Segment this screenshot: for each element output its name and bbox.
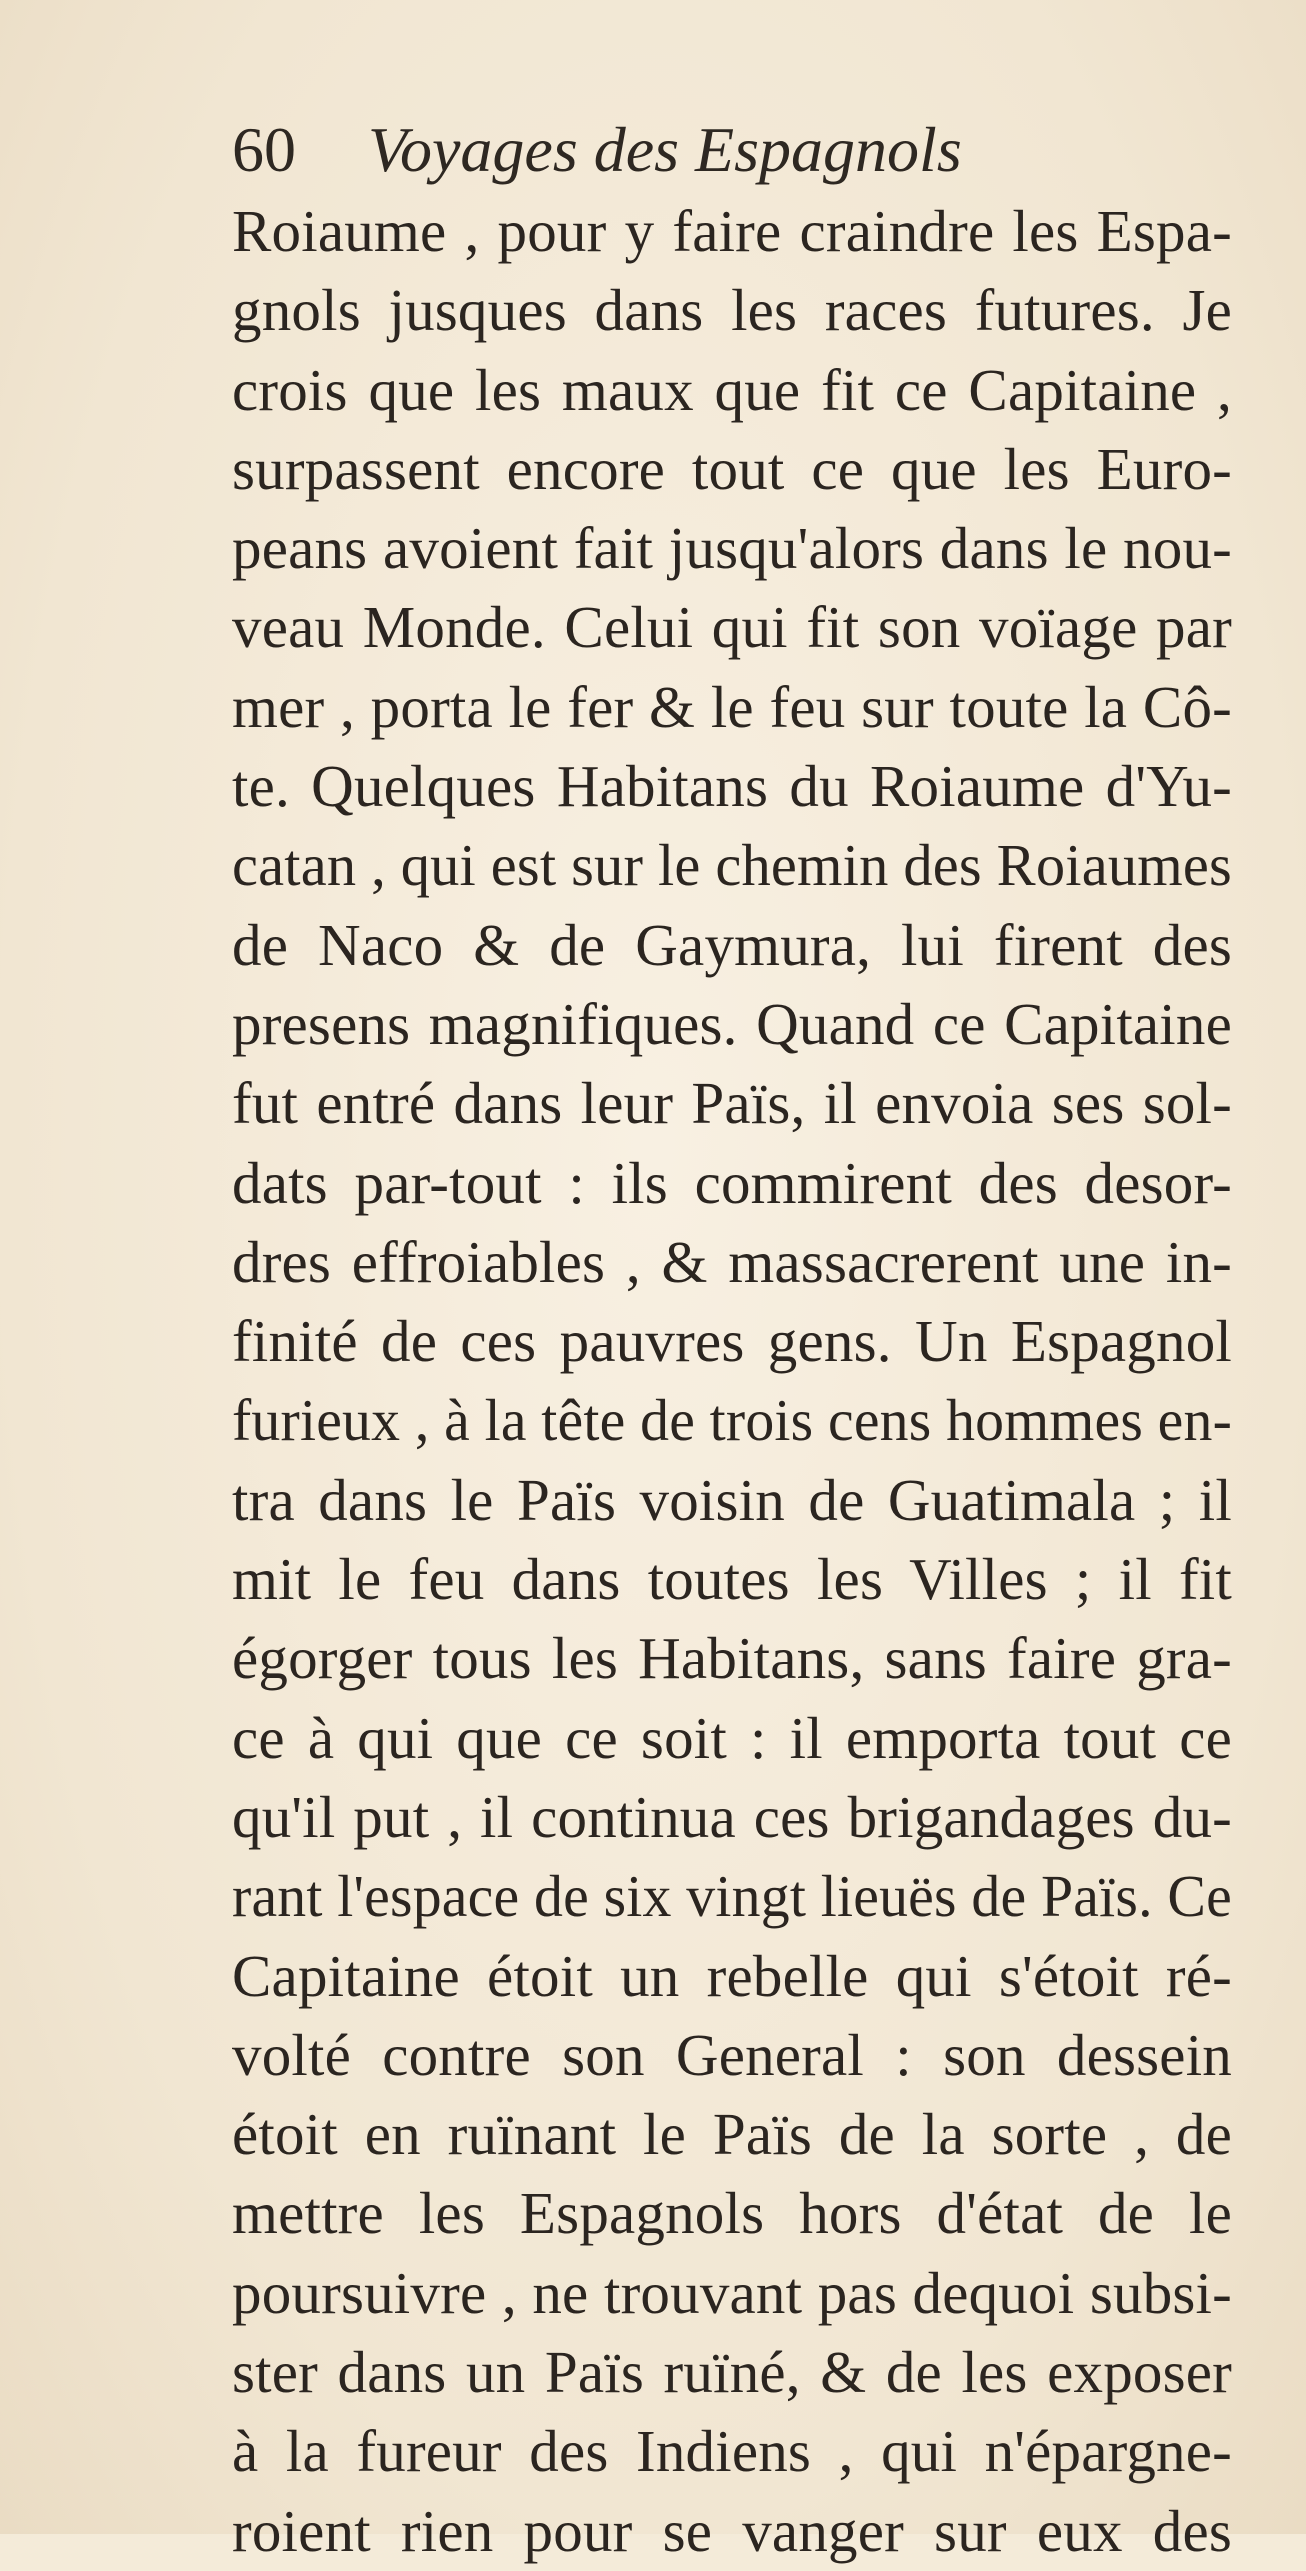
text-line: volté contre son General : son dessein xyxy=(232,2021,1232,2088)
text-line: à la fureur des Indiens , qui n'épargne- xyxy=(232,2418,1232,2485)
body-text xyxy=(232,192,1242,2571)
text-line: mettre les Espagnols hors d'état de le xyxy=(232,2180,1232,2247)
text-line: te. Quelques Habitans du Roiaume d'Yu- xyxy=(232,753,1232,820)
text-line: furieux , à la tête de trois cens hommes en- xyxy=(232,1387,1232,1454)
text-line: égorger tous les Habitans, sans faire gra- xyxy=(232,1625,1232,1692)
text-line: dres effroiables , & massacrerent une in- xyxy=(232,1228,1232,1295)
text-line: Roiaume , pour y faire craindre les Espa- xyxy=(232,198,1232,264)
text-line: surpassent encore tout ce que les Euro- xyxy=(232,435,1232,502)
page-number: 60 xyxy=(232,114,296,185)
text-line: peans avoient fait jusqu'alors dans le nou- xyxy=(232,515,1232,582)
text-line: tra dans le Païs voisin de Guatimala ; il xyxy=(232,1466,1232,1533)
text-line: roient rien pour se vanger sur eux des xyxy=(232,2497,1232,2564)
text-line: poursuivre , ne trouvant pas dequoi subsi- xyxy=(232,2259,1232,2326)
running-title: Voyages des Espagnols xyxy=(368,114,962,185)
text-line: fut entré dans leur Païs, il envoia ses sol- xyxy=(232,1070,1232,1137)
text-line: rant l'espace de six vingt lieuës de Païs. Ce xyxy=(232,1863,1232,1930)
text-line: mer , porta le fer & le feu sur toute la Cô- xyxy=(232,673,1232,740)
text-line: catan , qui est sur le chemin des Roiaumes xyxy=(232,832,1232,899)
text-line: gnols jusques dans les races futures. Je xyxy=(232,277,1232,344)
text-line: veau Monde. Celui qui fit son voïage par xyxy=(232,594,1232,661)
text-line: étoit en ruïnant le Païs de la sorte , de xyxy=(232,2101,1232,2168)
text-line: finité de ces pauvres gens. Un Espagnol xyxy=(232,1308,1232,1375)
text-line: Capitaine étoit un rebelle qui s'étoit ré- xyxy=(232,1942,1232,2009)
text-line: presens magnifiques. Quand ce Capitaine xyxy=(232,990,1232,1057)
text-line: dats par-tout : ils commirent des desor- xyxy=(232,1149,1232,1216)
text-line: ster dans un Païs ruïné, & de les exposer xyxy=(232,2339,1232,2406)
running-header xyxy=(232,114,962,185)
text-line: qu'il put , il continua ces brigandages du- xyxy=(232,1783,1232,1850)
text-line: mit le feu dans toutes les Villes ; il fit xyxy=(232,1546,1232,1613)
text-line: crois que les maux que fit ce Capitaine , xyxy=(232,356,1232,423)
text-line: de Naco & de Gaymura, lui firent des xyxy=(232,911,1232,978)
text-line: ce à qui que ce soit : il emporta tout ce xyxy=(232,1704,1232,1771)
